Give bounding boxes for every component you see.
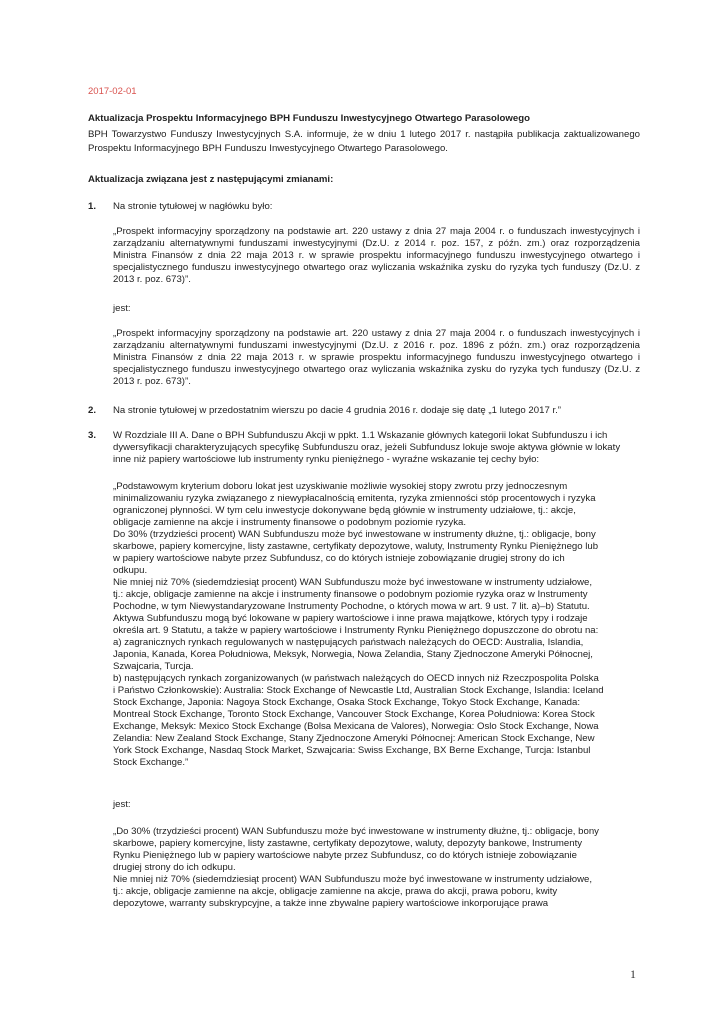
item-text: Na stronie tytułowej w nagłówku było: bbox=[113, 201, 273, 212]
new-quote-block bbox=[113, 826, 640, 910]
quote-line: skarbowe, papiery komercyjne, listy zastawne, certyfikaty depozytowe, waluty, Instrumenty Rynku Pieniężnego lub bbox=[113, 541, 599, 552]
intro-paragraph: BPH Towarzystwo Funduszy Inwestycyjnych S.A. informuje, że w dniu 1 lutego 2017 r. nastąpiła publikacja zaktualizowanego Prospektu Informacyjnego BPH Funduszu Inwestycyjnego Otwartego Parasolowego. bbox=[88, 129, 640, 154]
quote-line: „Do 30% (trzydzieści procent) WAN Subfunduszu może być inwestowane w instrumenty dłużne, tj.: obligacje, bony bbox=[113, 826, 599, 837]
quote-line: „Podstawowym kryterium doboru lokat jest uzyskiwanie możliwie wysokiej stopy zwrotu przy jednoczesnym bbox=[113, 481, 568, 492]
quote-line: drugiej strony do ich odkupu. bbox=[113, 862, 236, 873]
quote-line: Aktywa Subfunduszu mogą być lokowane w papiery wartościowe i inne prawa majątkowe, których typy i rodzaje bbox=[113, 613, 588, 624]
quote-line: określa art. 9 Statutu, a także w papiery wartościowe i Instrumenty Rynku Pieniężnego dopuszczone do obrotu na: bbox=[113, 625, 599, 636]
quote-line: Stock Exchange.” bbox=[113, 757, 189, 768]
old-quote: „Prospekt informacyjny sporządzony na podstawie art. 220 ustawy z dnia 27 maja 2004 r. o funduszach inwestycyjnych i zarządzaniu alternatywnymi funduszami inwestycyjnymi (Dz.U. z 2014 r. poz. 157, z późn. zm.) oraz rozporządzenia Ministra Finansów z dnia 22 maja 2013 r. w sprawie prospektu informacyjnego funduszu inwestycyjnego otwartego i specjalistycznego funduszu inwestycyjnego otwartego oraz wyliczania wskaźnika zysku do ryzyka tych funduszy (Dz.U. z 2013 r. poz. 673)”. bbox=[113, 226, 640, 285]
quote-line: York Stock Exchange, Nasdaq Stock Market, Szwajcaria: Swiss Exchange, BX Berne Exchange, Turcja: Istanbul bbox=[113, 745, 591, 756]
is-label: jest: bbox=[113, 799, 131, 810]
quote-line: Zelandia: New Zealand Stock Exchange, Stany Zjednoczone Ameryki Północnej: American Stock Exchange, New bbox=[113, 733, 595, 744]
document-title: Aktualizacja Prospektu Informacyjnego BPH Funduszu Inwestycyjnego Otwartego Parasolowego bbox=[88, 113, 530, 124]
quote-line: Exchange, Meksyk: Mexico Stock Exchange (Bolsa Mexicana de Valores), Norwegia: Oslo Stock Exchange, Nowa bbox=[113, 721, 599, 732]
item-text: W Rozdziale III A. Dane o BPH Subfunduszu Akcji w ppkt. 1.1 Wskazanie głównych kategorii lokat Subfunduszu i ich dywersyfikacji charakteryzujących specyfikę Subfunduszu oraz, jeżeli Subfundusz lokuje swoje aktywa głównie w lokaty inne niż papiery wartościowe lub instrumenty rynku pieniężnego - wyraźne wskazanie tej cechy było: bbox=[113, 430, 621, 465]
quote-line: odkupu. bbox=[113, 565, 148, 576]
is-label: jest: bbox=[113, 303, 131, 314]
quote-line: Nie mniej niż 70% (siedemdziesiąt procent) WAN Subfunduszu może być inwestowane w instrumenty udziałowe, bbox=[113, 874, 593, 885]
quote-line: Do 30% (trzydzieści procent) WAN Subfunduszu może być inwestowane w instrumenty dłużne, tj.: obligacje, bony bbox=[113, 529, 596, 540]
item-number: 3. bbox=[88, 430, 97, 441]
changes-heading: Aktualizacja związana jest z następującymi zmianami: bbox=[88, 174, 334, 185]
quote-line: minimalizowaniu ryzyka związanego z niewypłacalnością emitenta, ryzyka zmienności stóp procentowych i ryzyka bbox=[113, 493, 596, 504]
item-number: 1. bbox=[88, 201, 97, 212]
quote-line: Japonia, Kanada, Korea Południowa, Meksyk, Norwegia, Nowa Zelandia, Stany Zjednoczone Ameryki Północnej, bbox=[113, 649, 593, 660]
quote-line: Szwajcaria, Turcja. bbox=[113, 661, 194, 672]
page-number: 1 bbox=[630, 967, 636, 981]
old-quote-block bbox=[113, 481, 640, 769]
quote-line: a) zagranicznych rynkach regulowanych w następujących państwach należących do OECD: Australia, Islandia, bbox=[113, 637, 584, 648]
publication-date: 2017-02-01 bbox=[88, 86, 137, 97]
quote-line: ograniczonej płynności. W tym celu inwestycje dokonywane będą głównie w instrumenty udziałowe, tj.: akcje, bbox=[113, 505, 576, 516]
quote-line: obligacje zamienne na akcje i instrumenty finansowe o podobnym poziomie ryzyka. bbox=[113, 517, 467, 528]
quote-line: b) następujących rynkach zorganizowanych (w państwach należących do OECD innych niż Rzeczpospolita Polska bbox=[113, 673, 599, 684]
quote-line: Nie mniej niż 70% (siedemdziesiąt procent) WAN Subfunduszu może być inwestowane w instrumenty udziałowe, bbox=[113, 577, 593, 588]
quote-line: skarbowe, papiery komercyjne, listy zastawne, certyfikaty depozytowe, waluty, depozyty bankowe, Instrumenty bbox=[113, 838, 583, 849]
quote-line: Pochodne, w tym Niewystandaryzowane Instrumenty Pochodne, o których mowa w art. 9 ust. 7 lit. a)–b) Statutu. bbox=[113, 601, 590, 612]
quote-line: tj.: akcje, obligacje zamienne na akcje, obligacje zamienne na akcje, prawa do akcji, prawa poboru, kwity bbox=[113, 886, 558, 897]
item-text: Na stronie tytułowej w przedostatnim wierszu po dacie 4 grudnia 2016 r. dodaje się datę „1 lutego 2017 r.” bbox=[113, 405, 561, 416]
quote-line: w papiery wartościowe nabyte przez Subfundusz, co do których istnieje zobowiązanie drugiej strony do ich bbox=[113, 553, 565, 564]
new-quote: „Prospekt informacyjny sporządzony na podstawie art. 220 ustawy z dnia 27 maja 2004 r. o funduszach inwestycyjnych i zarządzaniu alternatywnymi funduszami inwestycyjnymi (Dz.U. z 2016 r. poz. 1896 z późn. zm.) oraz rozporządzenia Ministra Finansów z dnia 22 maja 2013 r. w sprawie prospektu informacyjnego funduszu inwestycyjnego otwartego i specjalistycznego funduszu inwestycyjnego otwartego oraz wyliczania wskaźnika zysku do ryzyka tych funduszy (Dz.U. z 2013 r. poz. 673)”. bbox=[113, 328, 640, 387]
quote-line: Stock Exchange, Japonia: Nagoya Stock Exchange, Osaka Stock Exchange, Tokyo Stock Exchange, Kanada: bbox=[113, 697, 581, 708]
quote-line: Rynku Pieniężnego lub w papiery wartościowe nabyte przez Subfundusz, co do których istnieje zobowiązanie bbox=[113, 850, 577, 861]
item-number: 2. bbox=[88, 405, 97, 416]
quote-line: i Państwo Członkowskie): Australia: Stock Exchange of Newcastle Ltd, Australian Stock Exchange, Islandia: Iceland bbox=[113, 685, 604, 696]
quote-line: tj.: akcje, obligacje zamienne na akcje i instrumenty finansowe o podobnym poziomie ryzyka oraz w Instrumenty bbox=[113, 589, 588, 600]
quote-line: Montreal Stock Exchange, Toronto Stock Exchange, Vancouver Stock Exchange, Korea Południowa: Korea Stock bbox=[113, 709, 595, 720]
quote-line: depozytowe, warranty subskrypcyjne, a także inne zbywalne papiery wartościowe inkorporujące prawa bbox=[113, 898, 549, 909]
